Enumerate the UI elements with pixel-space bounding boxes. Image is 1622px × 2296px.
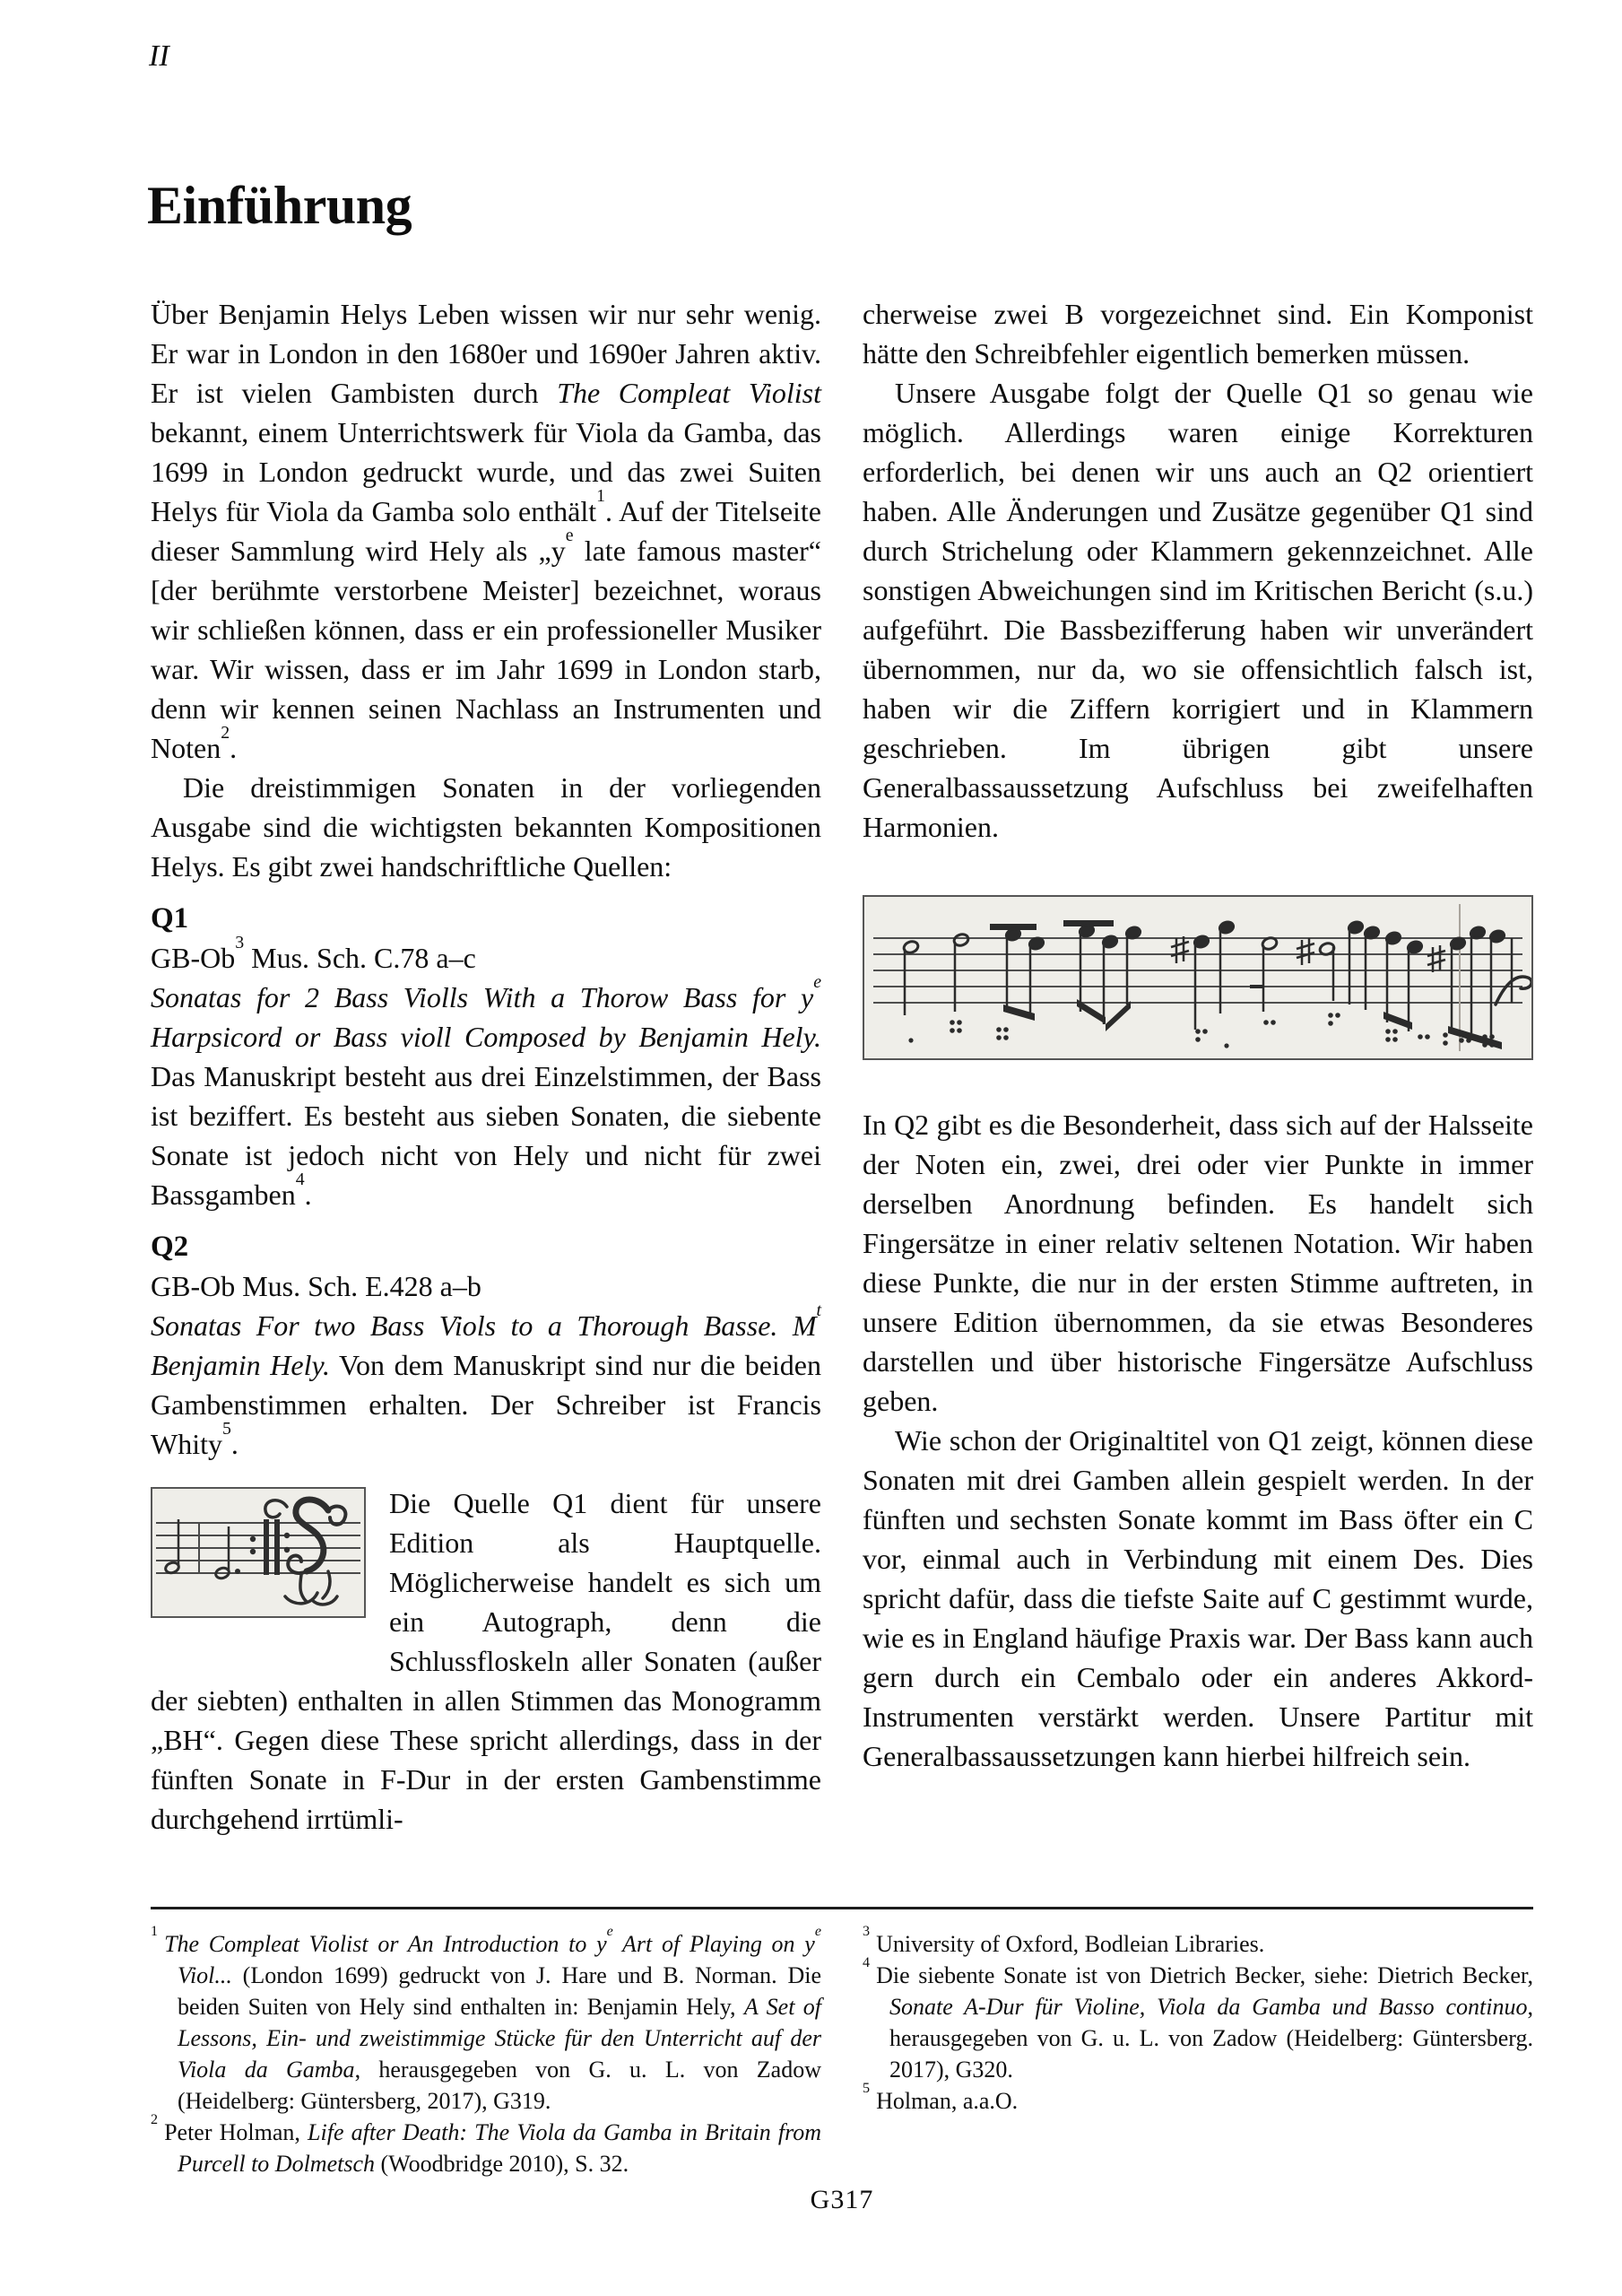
source-shelfmark-q2: GB-Ob Mus. Sch. E.428 a–b [151, 1270, 481, 1302]
footnote [863, 2081, 1533, 2117]
manuscript-excerpt-figure [863, 895, 1533, 1060]
paragraph-main-source: Die Quelle Q1 dient für unsere Edition als Hauptquelle. Möglicherweise handelt es sich um ein Autograph, denn die Schlussfloskeln aller Sonaten (außer der siebten) enthalten in allen Stimmen das Monogramm „BH“. Gegen diese These spricht allerdings, dass in der fünften Sonate in F-Dur in der ersten Gambenstimme durchgehend irrtümli- [151, 1487, 821, 1835]
source-description-q2: Sonatas For two Bass Viols to a Thorough Basse. $M^t$ Benjamin Hely. Von dem Manuskript sind nur die beiden Gambenstimmen erhalten. Der Schreiber ist Francis Whity$^5$. [151, 1300, 822, 1460]
monogram-manuscript-figure [151, 1487, 366, 1618]
footnote-number: 3 [863, 1924, 871, 1940]
left-column [151, 294, 821, 1839]
footnote-text: The Compleat Violist or An Introduction to $y^e$ Art of Playing on $y^e$ Viol... (London 1699) gedruckt von J. Hare und B. Norman. Die beiden Suiten von Hely sind enthalten in: Benjamin Hely, A Set of Lessons, Ein- und zweistimmige Stücke für den Unterricht auf der Viola da Gamba, herausgegeben von G. u. L. von Zadow (Heidelberg: Güntersberg, 2017), G319. [164, 1924, 821, 2114]
paragraph-continuation: cherweise zwei B vorgezeichnet sind. Ein Komponist hätte den Schreibfehler eigentlich bemerken müssen. [863, 298, 1533, 370]
manuscript-figure-drawing [864, 897, 1531, 1058]
paragraph-biography: Über Benjamin Helys Leben wissen wir nur sehr wenig. Er war in London in den 1680er und 1690er Jahren aktiv. Er ist vielen Gambisten durch The Compleat Violist bekannt, einem Unterrichtswerk für Viola da Gamba, das 1699 in London gedruckt wurde, und das zwei Suiten Helys für Viola da Gamba solo enthält$^1$. Auf der Titelseite dieser Sammlung wird Hely als $„y^e$ late famous master“ [der berühmte verstorbene Meister] bezeichnet, woraus wir schließen können, dass er ein professioneller Musiker war. Wir wissen, dass er im Jahr 1699 in London starb, denn wir kennen seinen Nachlass an Instrumenten und Noten$^2$. [151, 298, 822, 764]
footnote [863, 1924, 1533, 1960]
fingering-dots [908, 1013, 1494, 1048]
paragraph-fingering-dots: In Q2 gibt es die Besonderheit, dass sich auf der Halsseite der Noten ein, zwei, drei oder vier Punkte in immer derselben Anordnung befinden. Es handelt sich Fingersätze in einer relativ seltenen Notation. Wir haben diese Punkte, die nur in der ersten Stimme auftreten, in unsere Edition übernommen, da sie etwas Besonderes darstellen und über historische Fingersätze Aufschluss geben. [863, 1109, 1533, 1417]
footnote [863, 1955, 1533, 2085]
page-number: II [149, 39, 169, 73]
footnote-number: 1 [151, 1924, 159, 1940]
footnotes-right [863, 1924, 1533, 2117]
paragraph-sources-intro: Die dreistimmigen Sonaten in der vorliegenden Ausgabe sind die wichtigsten bekannten Kompositionen Helys. Es gibt zwei handschriftliche Quellen: [151, 771, 821, 883]
footnote-text: Die siebente Sonate ist von Dietrich Becker, siehe: Dietrich Becker, Sonate A-Dur für Violine, Viola da Gamba und Basso continuo, herausgegeben von G. u. L. von Zadow (Heidelberg: Güntersberg. 2017), G320. [876, 1962, 1533, 2083]
page-footer: G317 [810, 2185, 874, 2214]
footnote-number: 5 [863, 2081, 871, 2097]
source-label-q2: Q2 [151, 1231, 189, 1263]
staff-lines [156, 1523, 360, 1573]
paragraph-edition-policy: Unsere Ausgabe folgt der Quelle Q1 so genau wie möglich. Allerdings waren einige Korrekturen erforderlich, bei denen wir uns auch an Q2 orientiert haben. Alle Änderungen und Zusätze gegenüber Q1 sind durch Strichelung oder Klammern gekennzeichnet. Alle sonstigen Abweichungen sind im Kritischen Bericht (s.u.) aufgeführt. Die Bassbezifferung haben wir unverändert übernommen, nur da, wo sie offensichtlich falsch ist, haben wir die Ziffern korrigiert und in Klammern geschrieben. Im übrigen gibt unsere Generalbassaussetzung Aufschluss bei zweifelhaften Harmonien. [863, 377, 1533, 843]
footnote-text: Holman, a.a.O. [876, 2088, 1019, 2114]
footnote-text: University of Oxford, Bodleian Libraries. [876, 1931, 1265, 1957]
monogram-figure-drawing [152, 1489, 364, 1616]
source-description-q1: Sonatas for 2 Bass Violls With a Thorow Bass for $y^e$ Harpsicord or Bass violl Composed by Benjamin Hely. Das Manuskript besteht aus drei Einzelstimmen, der Bass ist beziffert. Es besteht aus sieben Sonaten, die siebente Sonate ist jedoch nicht von Hely und nicht für zwei Bassgamben$^4$. [151, 972, 821, 1211]
half-note-glyphs [164, 1519, 230, 1580]
footnote-number: 4 [863, 1955, 871, 1971]
footnote-separator [151, 1907, 1533, 1909]
paragraph-performance-notes: Wie schon der Originaltitel von Q1 zeigt, können diese Sonaten mit drei Gamben allein gespielt werden. In der fünften und sechsten Sonate kommt im Bass öfter ein C vor, einmal auch in Verbindung mit einem Des. Dies spricht dafür, dass die tiefste Saite auf C gestimmt wurde, wie es in England häufige Praxis war. Der Bass kann auch gern durch ein Cembalo oder ein anderes Akkord-Instrumenten verstärkt werden. Unsere Partitur mit Generalbassaussetzungen kann hierbei hilfreich sein. [863, 1424, 1533, 1772]
source-shelfmark-q1: GB-Ob$^3$ Mus. Sch. C.78 a–c [151, 933, 476, 974]
footnotes-left [151, 1924, 821, 2179]
source-label-q1: Q1 [151, 902, 189, 935]
footnote [151, 2112, 821, 2179]
footnote-number: 2 [151, 2112, 159, 2128]
footnote-text: Peter Holman, Life after Death: The Viola da Gamba in Britain from Purcell to Dolmetsch (Woodbridge 2010), S. 32. [164, 2119, 821, 2177]
page-title: Einführung [147, 176, 412, 235]
right-column [863, 294, 1533, 1776]
final-flourish [1496, 977, 1531, 1004]
paragraph-with-figure [151, 1483, 821, 1839]
footnote [151, 1924, 821, 2117]
